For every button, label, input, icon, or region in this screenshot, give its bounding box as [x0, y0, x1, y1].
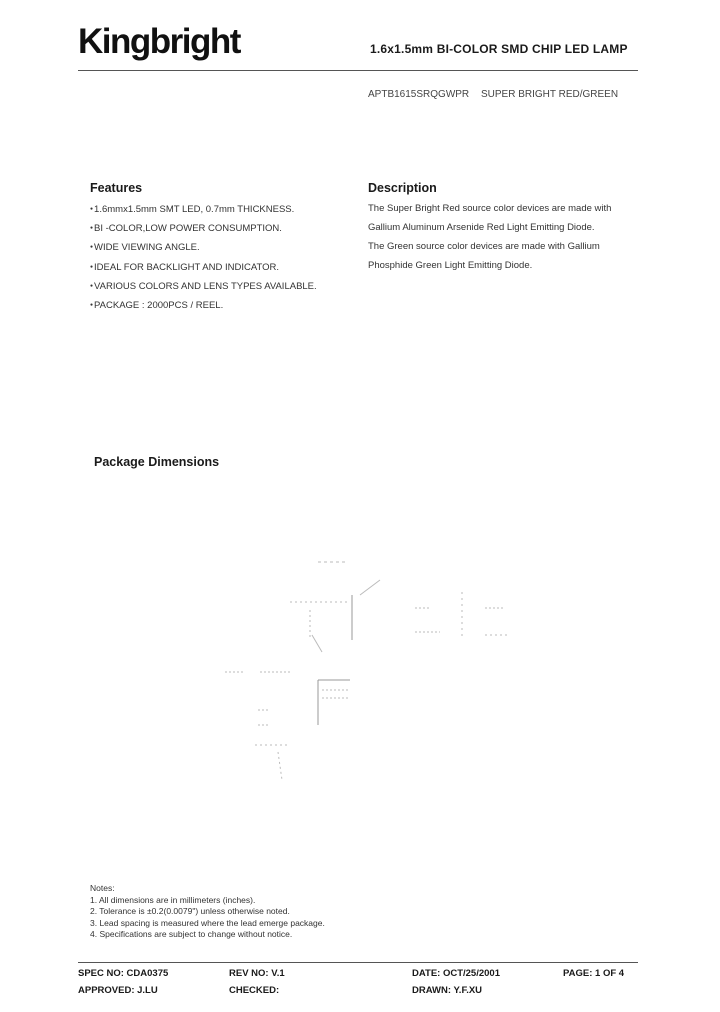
approved-by: APPROVED: J.LU [78, 985, 158, 996]
description-line: Gallium Aluminum Arsenide Red Light Emitting Diode. [368, 222, 595, 233]
feature-item: ● IDEAL FOR BACKLIGHT AND INDICATOR. [90, 260, 317, 279]
part-description: SUPER BRIGHT RED/GREEN [481, 89, 619, 100]
note-item: 4. Specifications are subject to change without notice. [90, 929, 293, 939]
features-heading: Features [90, 181, 143, 195]
header-divider [78, 70, 638, 71]
description-text [368, 202, 611, 278]
package-dimension-drawing [200, 540, 520, 790]
description-heading: Description [368, 181, 437, 195]
package-dimensions-heading: Package Dimensions [94, 455, 220, 469]
features-list [90, 202, 317, 317]
drawn-by: DRAWN: Y.F.XU [412, 985, 483, 996]
document-date: DATE: OCT/25/2001 [412, 968, 500, 979]
description-line: The Super Bright Red source color devices are made with [368, 203, 612, 214]
feature-item: ● PACKAGE : 2000PCS / REEL. [90, 298, 317, 317]
feature-item: ● 1.6mmx1.5mm SMT LED, 0.7mm THICKNESS. [90, 202, 317, 221]
part-number: APTB1615SRQGWPR [368, 89, 470, 100]
spec-number: SPEC NO: CDA0375 [78, 968, 169, 979]
footer-divider [78, 962, 638, 963]
feature-item: ● VARIOUS COLORS AND LENS TYPES AVAILABLE. [90, 279, 317, 298]
notes-block [90, 883, 325, 941]
feature-item: ● WIDE VIEWING ANGLE. [90, 240, 317, 259]
note-item: 1. All dimensions are in millimeters (inches). [90, 894, 256, 905]
checked-by: CHECKED: [229, 985, 280, 996]
description-line: The Green source color devices are made with Gallium [368, 241, 600, 252]
description-line: Phosphide Green Light Emitting Diode. [368, 260, 533, 271]
feature-item: ● BI -COLOR,LOW POWER CONSUMPTION. [90, 221, 317, 240]
page-number: PAGE: 1 OF 4 [563, 968, 625, 979]
note-item: 3. Lead spacing is measured where the lead emerge package. [90, 917, 325, 928]
document-title: 1.6x1.5mm BI-COLOR SMD CHIP LED LAMP [370, 42, 628, 56]
brand-logo: Kingbright [78, 22, 240, 61]
revision-number: REV NO: V.1 [229, 968, 285, 979]
note-item: 2. Tolerance is ±0.2(0.0079") unless otherwise noted. [90, 906, 290, 916]
notes-heading: Notes: [90, 883, 115, 893]
